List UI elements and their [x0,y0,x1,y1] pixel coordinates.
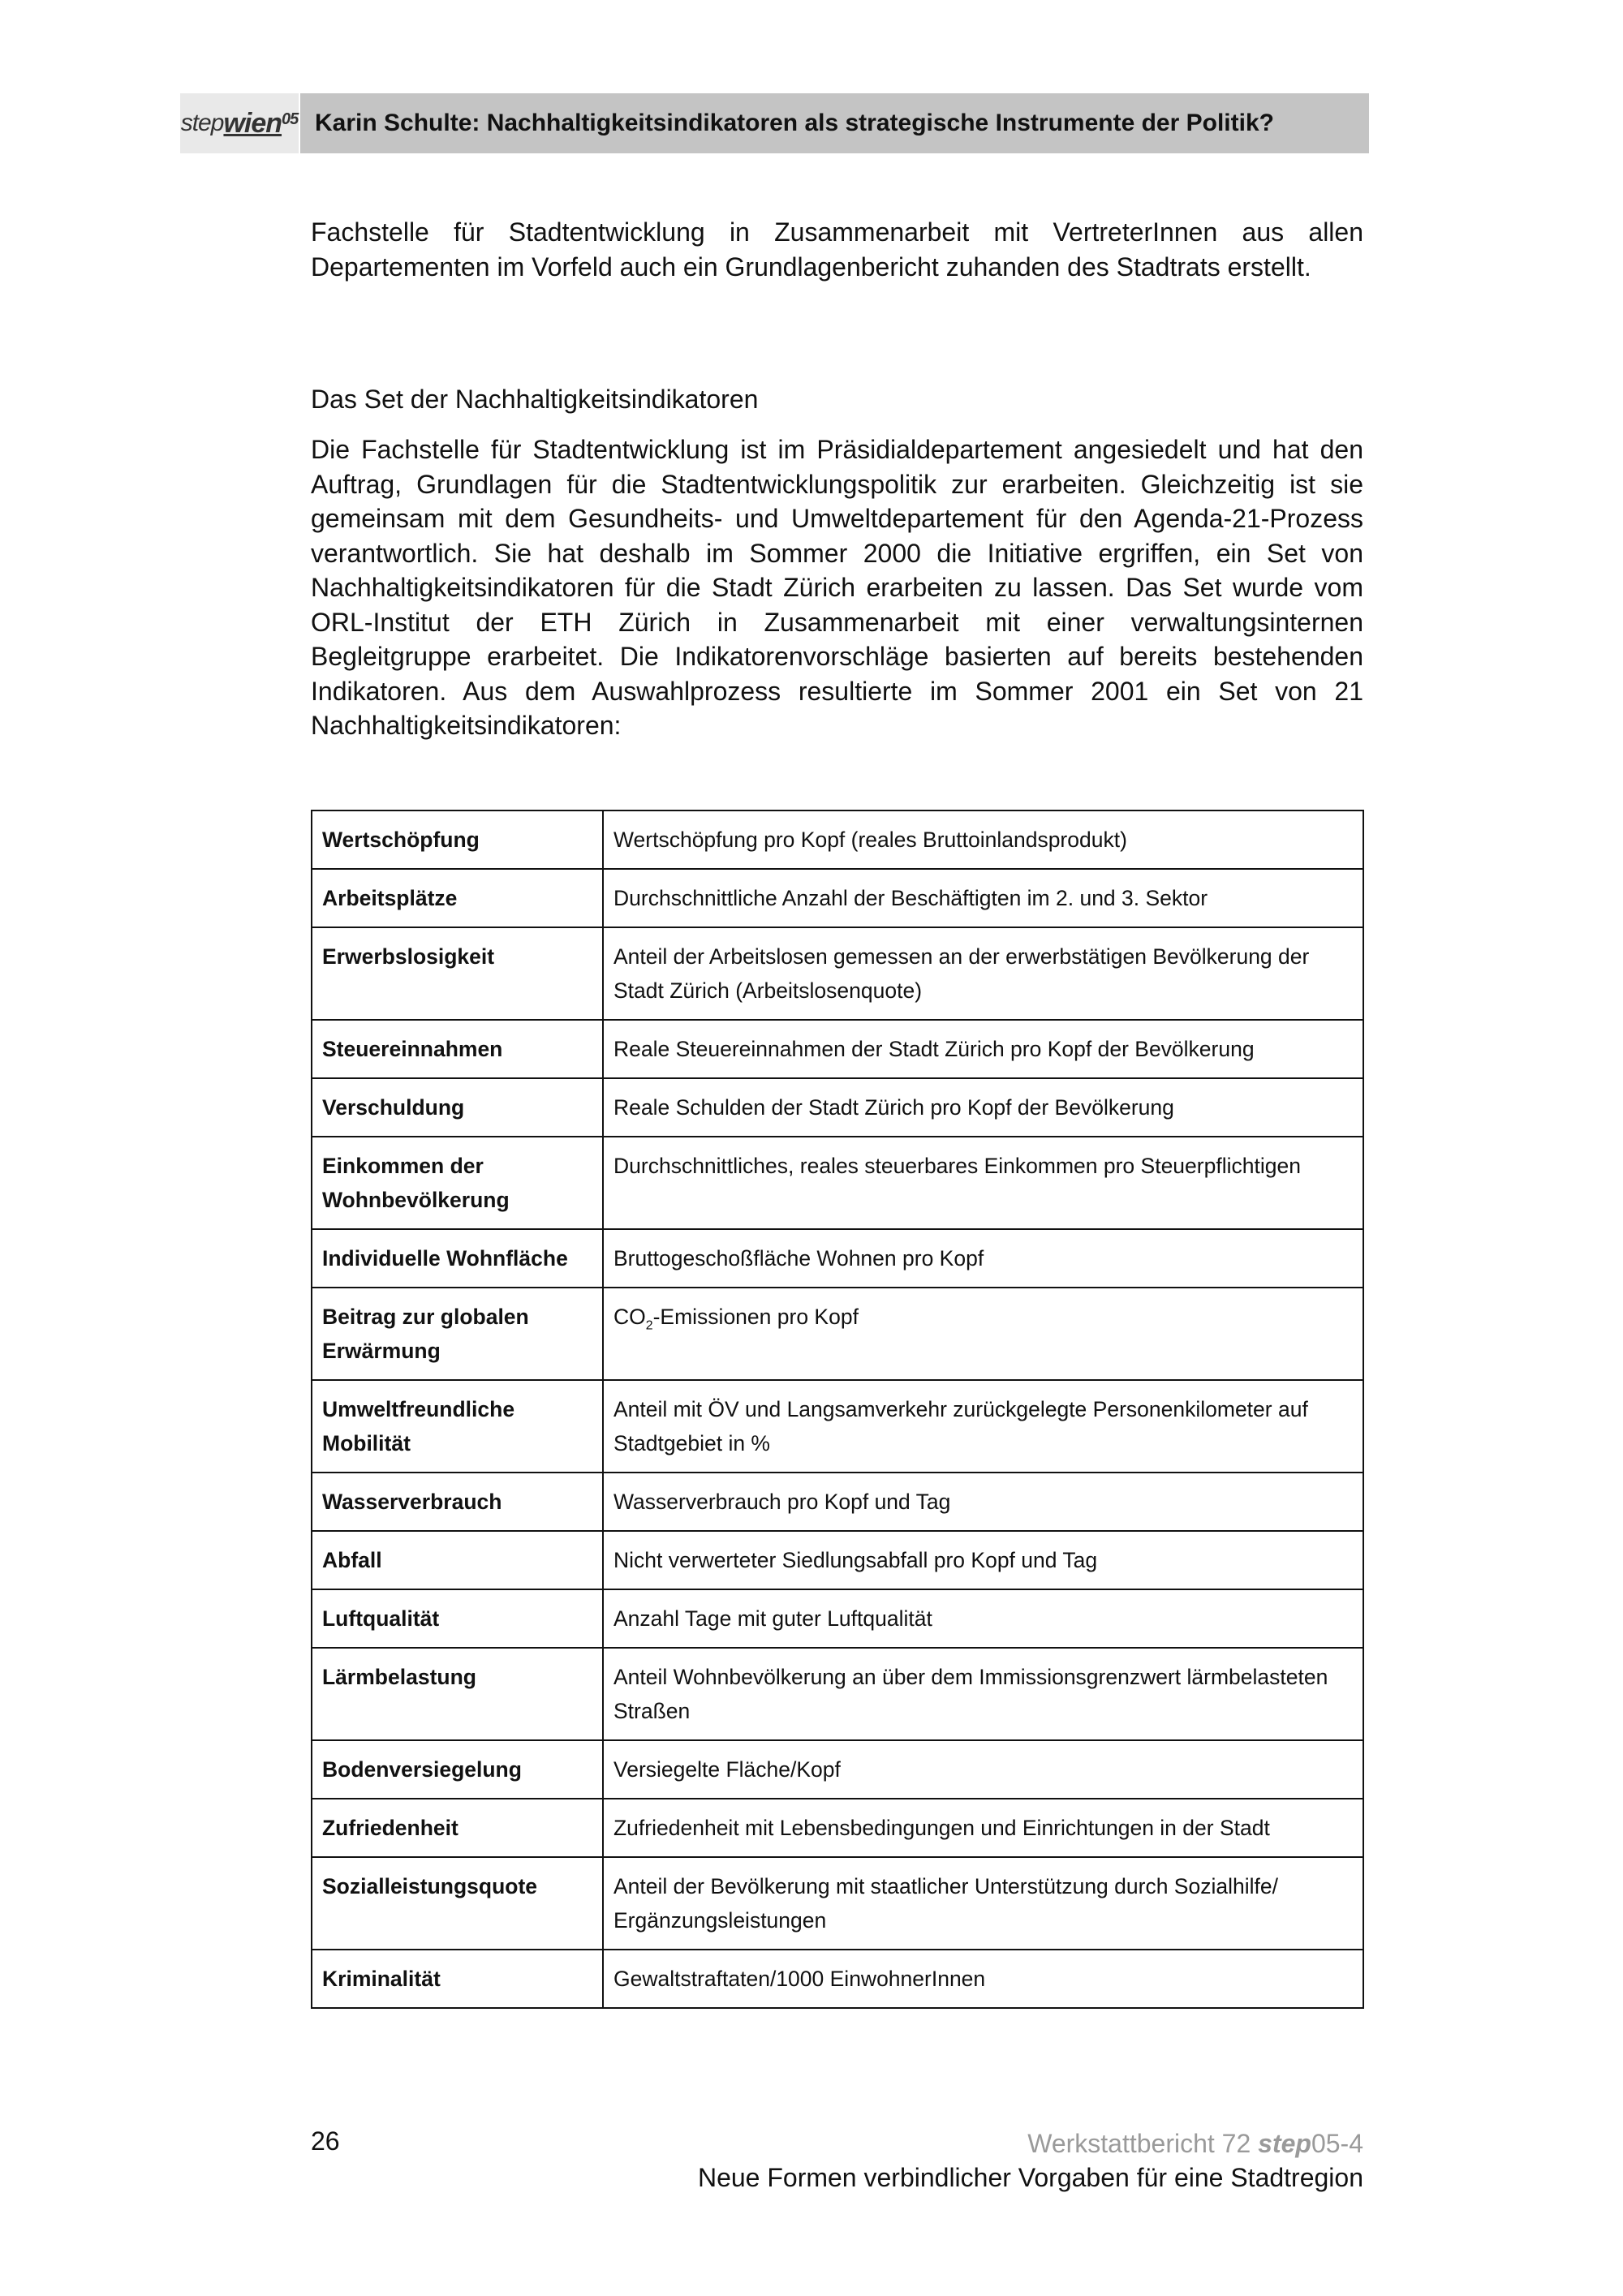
table-row [312,1078,1363,1137]
table-row [312,1380,1363,1473]
indicator-description: Wertschöpfung pro Kopf (reales Bruttoinlandsprodukt) [603,810,1363,869]
table-row [312,1648,1363,1740]
table-row [312,1020,1363,1078]
indicator-description: Gewaltstraftaten/1000 EinwohnerInnen [603,1950,1363,2008]
indicator-description: Anteil mit ÖV und Langsamverkehr zurückgelegte Personenkilometer auf Stadtgebiet in % [603,1380,1363,1473]
indicator-name: Wertschöpfung [312,810,603,869]
indicator-name: Sozialleistungsquote [312,1857,603,1950]
co2-suffix: -Emissionen pro Kopf [652,1305,859,1329]
indicator-name: Erwerbslosigkeit [312,927,603,1020]
indicator-description: Nicht verwerteter Siedlungsabfall pro Kopf und Tag [603,1531,1363,1589]
header-title: Karin Schulte: Nachhaltigkeitsindikatoren als strategische Instrumente der Politik? [300,93,1369,153]
co2-prefix: CO [613,1305,646,1329]
indicator-name: Wasserverbrauch [312,1473,603,1531]
indicator-name: Luftqualität [312,1589,603,1648]
indicator-name: Zufriedenheit [312,1799,603,1857]
table-row [312,1229,1363,1288]
table-row [312,927,1363,1020]
series-step: step [1258,2129,1311,2158]
section-heading: Das Set der Nachhaltigkeitsindikatoren [311,385,759,414]
indicator-description: Durchschnittliche Anzahl der Beschäftigten im 2. und 3. Sektor [603,869,1363,927]
indicator-description [603,1288,1363,1380]
indicator-description: Versiegelte Fläche/Kopf [603,1740,1363,1799]
indicator-name: Abfall [312,1531,603,1589]
indicator-name: Arbeitsplätze [312,869,603,927]
table-row [312,1740,1363,1799]
table-row [312,869,1363,927]
section-paragraph: Die Fachstelle für Stadtentwicklung ist im Präsidialdepartement angesiedelt und hat den Auftrag, Grundlagen für die Stadtentwicklungspolitik zur erarbeiten. Gleichzeitig ist sie gemeinsam mit dem Gesundheits- und Umweltdepartement für den Agenda-21-Prozess verantwortlich. Sie hat deshalb im Sommer 2000 die Initiative ergriffen, ein Set von Nachhaltigkeitsindikatoren für die Stadt Zürich erarbeiten zu lassen. Das Set wurde vom ORL-Institut der ETH Zürich in Zusammenarbeit mit einer verwaltungsinternen Begleitgruppe erarbeitet. Die Indikatorenvorschläge basierten auf bereits bestehenden Indikatoren. Aus dem Auswahlprozess resultierte im Sommer 2001 ein Set von 21 Nachhaltigkeitsindikatoren: [311,435,1363,740]
table-row [312,1589,1363,1648]
indicator-description: Wasserverbrauch pro Kopf und Tag [603,1473,1363,1531]
page-number: 26 [311,2126,340,2156]
table-row [312,1857,1363,1950]
indicator-description: Bruttogeschoßfläche Wohnen pro Kopf [603,1229,1363,1288]
series-line [698,2126,1363,2161]
series-subtitle: Neue Formen verbindlicher Vorgaben für eine Stadtregion [697,2163,1363,2192]
table-row [312,1799,1363,1857]
indicator-description: Anzahl Tage mit guter Luftqualität [603,1589,1363,1648]
indicator-description: Durchschnittliches, reales steuerbares Einkommen pro Steuerpflichtigen [603,1137,1363,1229]
indicator-description: Zufriedenheit mit Lebensbedingungen und Einrichtungen in der Stadt [603,1799,1363,1857]
table-row [312,1288,1363,1380]
indicator-name: Individuelle Wohnfläche [312,1229,603,1288]
indicator-name: Umweltfreundliche Mobilität [312,1380,603,1473]
indicator-name: Beitrag zur globalen Erwärmung [312,1288,603,1380]
indicator-description: Anteil der Arbeitslosen gemessen an der erwerbstätigen Bevölkerung der Stadt Zürich (Arbeitslosenquote) [603,927,1363,1020]
indicator-description: Reale Schulden der Stadt Zürich pro Kopf der Bevölkerung [603,1078,1363,1137]
table-row [312,1473,1363,1531]
table-row [312,1137,1363,1229]
indicator-table [311,810,1364,2009]
stepwien-logo [180,93,300,153]
indicator-name: Lärmbelastung [312,1648,603,1740]
indicator-name: Steuereinnahmen [312,1020,603,1078]
footer-series [698,2126,1363,2195]
indicator-name: Verschuldung [312,1078,603,1137]
table-row [312,1531,1363,1589]
indicator-name: Bodenversiegelung [312,1740,603,1799]
indicator-name: Einkommen der Wohnbevölkerung [312,1137,603,1229]
table-row [312,1950,1363,2008]
indicator-description: Anteil der Bevölkerung mit staatlicher Unterstützung durch Sozialhilfe/ Ergänzungsleistungen [603,1857,1363,1950]
series-label: Werkstattbericht 72 [1027,2129,1259,2158]
logo-wien-text: wien [223,107,282,139]
table-row [312,810,1363,869]
page-header [180,93,1369,153]
logo-step-text: step [180,110,224,136]
logo-year-text: 05 [282,110,299,128]
indicator-description: Reale Steuereinnahmen der Stadt Zürich pro Kopf der Bevölkerung [603,1020,1363,1078]
co2-subscript: 2 [645,1318,653,1333]
indicator-description: Anteil Wohnbevölkerung an über dem Immissionsgrenzwert lärmbelasteten Straßen [603,1648,1363,1740]
indicator-name: Kriminalität [312,1950,603,2008]
intro-paragraph: Fachstelle für Stadtentwicklung in Zusammenarbeit mit VertreterInnen aus allen Departementen im Vorfeld auch ein Grundlagenbericht zuhanden des Stadtrats erstellt. [311,217,1363,282]
series-number: 05-4 [1311,2129,1363,2158]
